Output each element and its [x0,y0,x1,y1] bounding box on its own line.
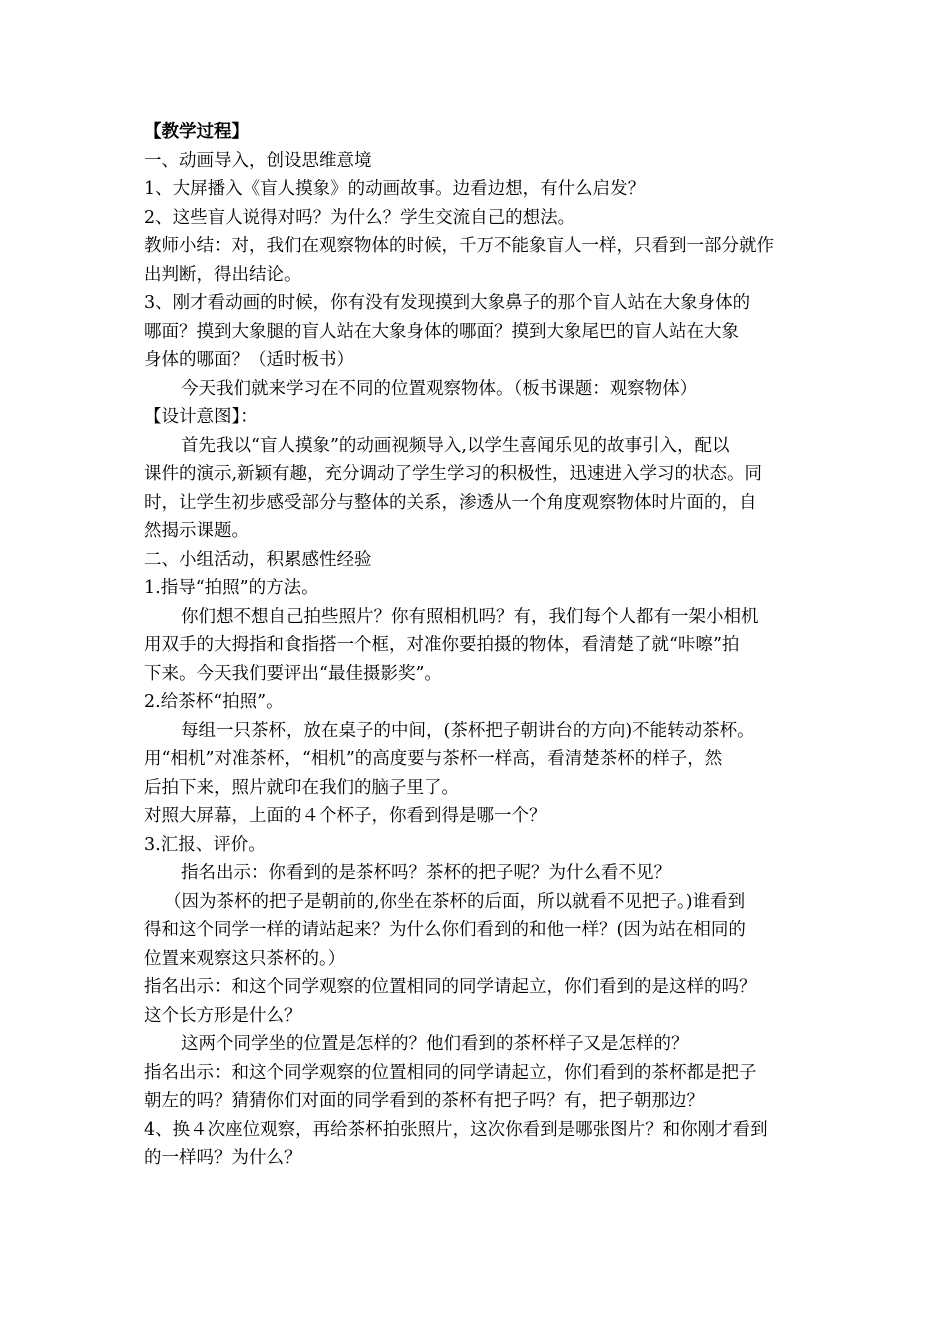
paragraph-line: 用“相机”对准茶杯，“相机”的高度要与茶杯一样高，看清楚茶杯的样子，然 [144,749,723,769]
paragraph-line: 对照大屏幕，上面的４个杯子，你看到得是哪一个？ [144,806,547,826]
heading-design-intent: 【设计意图】： [144,407,258,427]
paragraph-line: 1.指导“拍照”的方法。 [144,578,319,598]
paragraph-line: （因为茶杯的把子是朝前的,你坐在茶杯的后面，所以就看不见把子。)谁看到 [164,891,746,912]
heading-teaching-process: 【教学过程】 [144,122,249,142]
paragraph-line: 位置来观察这只茶杯的。） [144,948,346,969]
paragraph-line: 哪面？摸到大象腿的盲人站在大象身体的哪面？摸到大象尾巴的盲人站在大象 [144,321,739,342]
paragraph-line: 出判断，得出结论。 [144,264,302,285]
paragraph-line: 首先我以“盲人摸象”的动画视频导入,以学生喜闻乐见的故事引入，配以 [181,435,730,456]
paragraph-line: 2、这些盲人说得对吗？为什么？学生交流自己的想法。 [144,207,576,228]
paragraph-line: 用双手的大拇指和食指搭一个框，对准你要拍摄的物体，看清楚了就“咔嚓”拍 [144,635,740,655]
paragraph-line: 1、大屏播入《盲人摸象》的动画故事。边看边想，有什么启发？ [144,179,646,199]
paragraph-line: 下来。今天我们要评出“最佳摄影奖”。 [144,663,442,684]
paragraph-line: 每组一只茶杯，放在桌子的中间，(茶杯把子朝讲台的方向)不能转动茶杯。 [181,720,755,741]
paragraph-line: 这两个同学坐的位置是怎样的？他们看到的茶杯样子又是怎样的？ [181,1034,689,1054]
paragraph-line: 教师小结：对，我们在观察物体的时候，千万不能象盲人一样，只看到一部分就作 [144,236,774,256]
paragraph-line: 课件的演示,新颖有趣，充分调动了学生学习的积极性，迅速进入学习的状态。同 [144,464,763,484]
paragraph-line: 3.汇报、评价。 [144,834,266,855]
paragraph-line: 你们想不想自己拍些照片？你有照相机吗？有，我们每个人都有一架小相机 [181,606,759,627]
paragraph-line: 指名出示：和这个同学观察的位置相同的同学请起立，你们看到的是这样的吗？ [144,977,757,997]
paragraph-line: 指名出示：你看到的是茶杯吗？茶杯的把子呢？为什么看不见？ [181,863,671,883]
section-title-2: 二、小组活动，积累感性经验 [144,549,372,570]
paragraph-line: 身体的哪面？（适时板书） [144,350,354,370]
paragraph-line: 得和这个同学一样的请站起来？为什么你们看到的和他一样？(因为站在相同的 [144,920,746,940]
paragraph-line: 2.给茶杯“拍照”。 [144,692,284,712]
paragraph-line: 朝左的吗？猜猜你们对面的同学看到的茶杯有把子吗？有，把子朝那边？ [144,1091,704,1111]
paragraph-line: 4、换４次座位观察，再给茶杯拍张照片，这次你看到是哪张图片？和你刚才看到 [144,1119,768,1140]
document-body [144,118,812,1173]
paragraph-line: 这个长方形是什么？ [144,1005,302,1026]
paragraph-line: 时，让学生初步感受部分与整体的关系，渗透从一个角度观察物体时片面的，自 [144,492,757,513]
paragraph-line: 指名出示：和这个同学观察的位置相同的同学请起立，你们看到的茶杯都是把子 [144,1062,757,1083]
paragraph-line: 然揭示课题。 [144,521,249,541]
paragraph-line: 今天我们就来学习在不同的位置观察物体。（板书课题：观察物体） [181,378,698,399]
paragraph-line: 的一样吗？为什么？ [144,1148,302,1168]
paragraph-line: 后拍下来，照片就印在我们的脑子里了。 [144,777,459,798]
paragraph-line: 3、刚才看动画的时候，你有没有发现摸到大象鼻子的那个盲人站在大象身体的 [144,293,751,313]
section-title-1: 一、动画导入，创设思维意境 [144,150,372,171]
